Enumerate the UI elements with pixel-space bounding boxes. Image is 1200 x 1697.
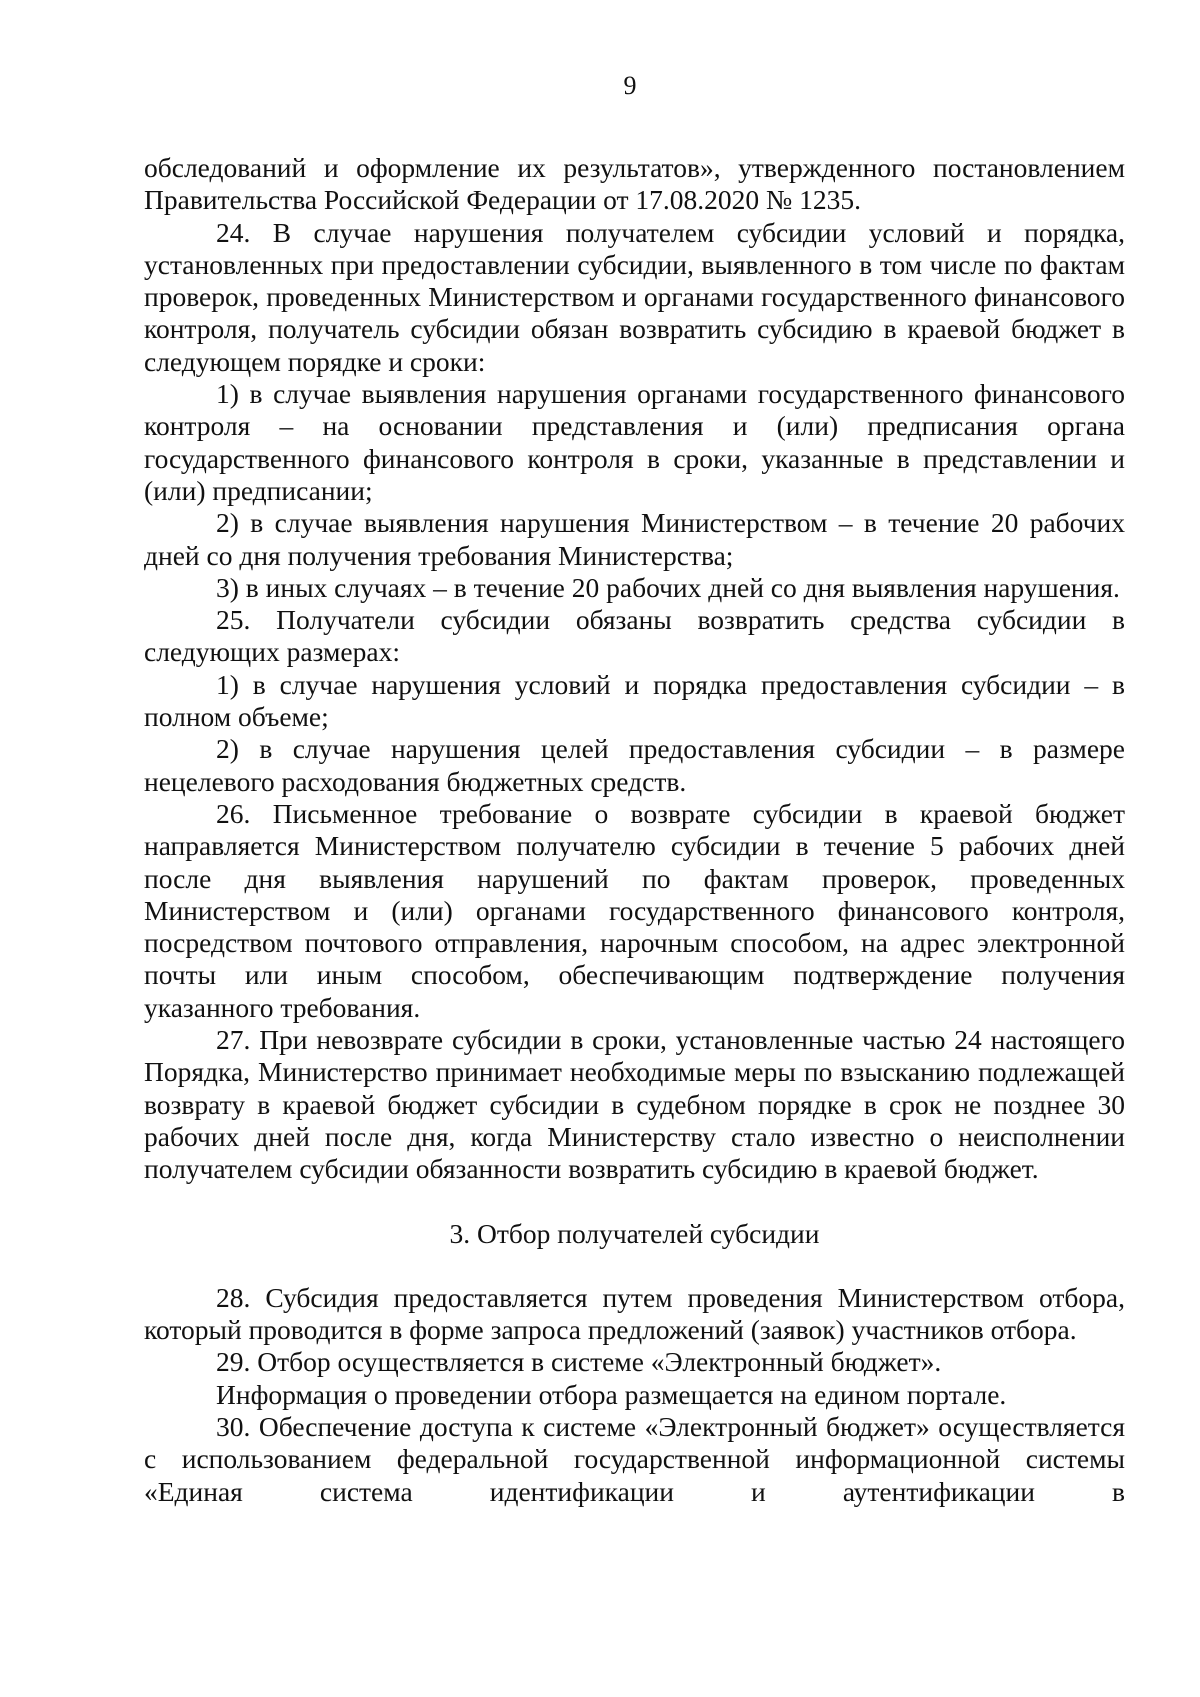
paragraph-24-item-2: 2) в случае выявления нарушения Министерством – в течение 20 рабочих дней со дня получения требования Министерства; bbox=[144, 507, 1125, 571]
section-heading: 3. Отбор получателей субсидии bbox=[449, 1217, 820, 1249]
paragraph-25-item-2: 2) в случае нарушения целей предоставления субсидии – в размере нецелевого расходования бюджетных средств. bbox=[144, 733, 1125, 797]
paragraph-24-item-1: 1) в случае выявления нарушения органами государственного финансового контроля – на основании представления и (или) предписания органа государственного финансового контроля в сроки, указанные в представлении и (или) предписании; bbox=[144, 378, 1125, 506]
paragraph-24-item-3: 3) в иных случаях – в течение 20 рабочих дней со дня выявления нарушения. bbox=[216, 571, 1120, 603]
page-number: 9 bbox=[623, 71, 637, 100]
paragraph-29-info: Информация о проведении отбора размещается на едином портале. bbox=[216, 1378, 1007, 1410]
paragraph-25-item-1: 1) в случае нарушения условий и порядка предоставления субсидии – в полном объеме; bbox=[144, 668, 1125, 733]
paragraph-24: 24. В случае нарушения получателем субсидии условий и порядка, установленных при предоставлении субсидии, выявленного в том числе по фактам проверок, проведенных Министерством и органами государственного финансового контроля, получатель субсидии обязан возвратить субсидию в краевой бюджет в следующем порядке и сроки: bbox=[144, 216, 1125, 377]
paragraph-25: 25. Получатели субсидии обязаны возвратить средства субсидии в следующих размерах: bbox=[144, 604, 1125, 668]
paragraph-29: 29. Отбор осуществляется в системе «Электронный бюджет». bbox=[216, 1346, 942, 1378]
paragraph-30: 30. Обеспечение доступа к системе «Электронный бюджет» осуществляется с использованием федеральной государственной информационной системы «Единая система идентификации и аутентификации в bbox=[144, 1410, 1125, 1507]
paragraph-27: 27. При невозврате субсидии в сроки, установленные частью 24 настоящего Порядка, Министерство принимает необходимые меры по взысканию подлежащей возврату в краевой бюджет субсидии в судебном порядке в срок не позднее 30 рабочих дней после дня, когда Министерству стало известно о неисполнении получателем субсидии обязанности возвратить субсидию в краевой бюджет. bbox=[144, 1024, 1125, 1185]
document-body bbox=[144, 152, 1125, 1508]
paragraph-28: 28. Субсидия предоставляется путем проведения Министерством отбора, который проводится в форме запроса предложений (заявок) участников отбора. bbox=[144, 1281, 1125, 1346]
paragraph-continuation: обследований и оформление их результатов», утвержденного постановлением Правительства Российской Федерации от 17.08.2020 № 1235. bbox=[144, 152, 1125, 216]
paragraph-26: 26. Письменное требование о возврате субсидии в краевой бюджет направляется Министерством получателю субсидии в течение 5 рабочих дней после дня выявления нарушений по фактам проверок, проведенных Министерством и (или) органами государственного финансового контроля, посредством почтового отправления, нарочным способом, на адрес электронной почты или иным способом, обеспечивающим подтверждение получения указанного требования. bbox=[144, 797, 1125, 1023]
